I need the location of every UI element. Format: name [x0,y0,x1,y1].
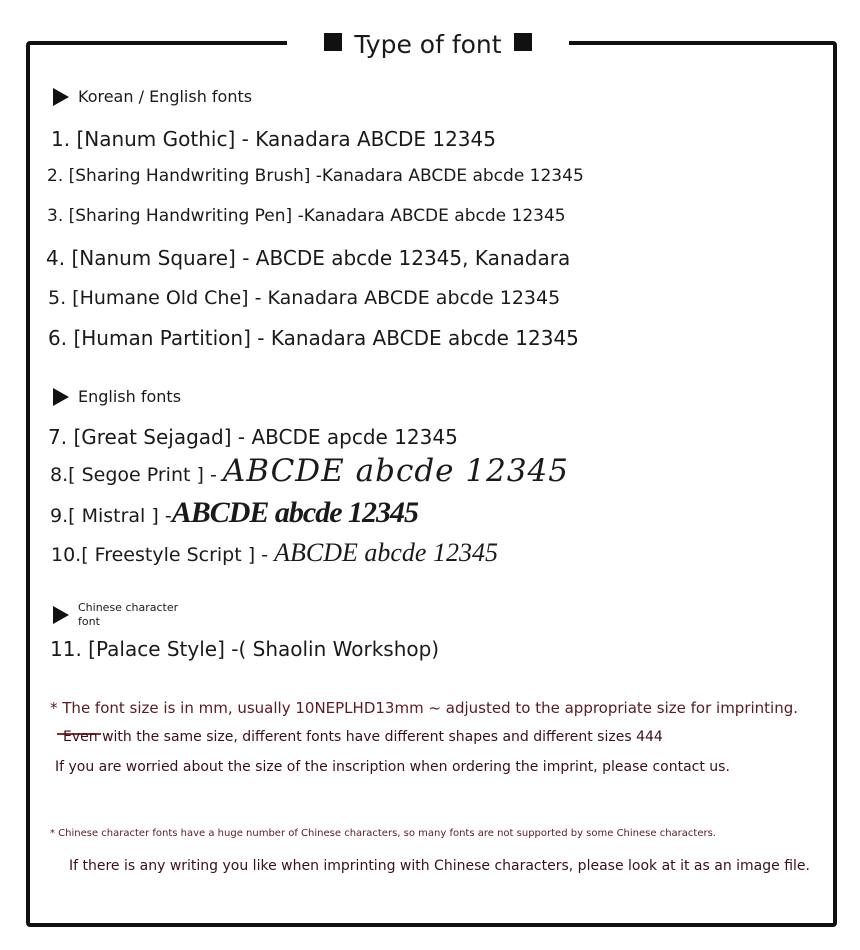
section-label: Korean / English fonts [78,87,253,106]
font-item-sample: Kanadara ABCDE abcde 12345 [321,166,584,186]
font-item-2 [47,166,584,186]
font-item-11 [50,637,439,661]
contact-note: If you are worried about the size of the inscription when ordering the imprint, please contact us. [55,759,730,775]
font-item-label: 6. [Human Partition] - [48,326,271,350]
font-item-5 [48,287,560,309]
font-item-6 [48,326,579,350]
chinese-note: * Chinese character fonts have a huge number of Chinese characters, so many fonts are not supported by some Chinese characters. [50,828,716,839]
font-item-sample: Kanadara ABCDE 12345 [255,127,496,151]
section-chinese [53,601,178,629]
font-item-10 [51,538,498,568]
font-item-label: 9.[ Mistral ] - [50,505,172,527]
font-item-label: 3. [Sharing Handwriting Pen] - [47,206,304,226]
font-item-3 [47,206,566,226]
font-item-label: 8.[ Segoe Print ] - [50,464,223,486]
font-item-8 [50,453,569,489]
font-item-4 [46,246,570,270]
font-item-sample: Kanadara ABCDE abcde 12345 [267,287,561,309]
triangle-bullet-icon [53,388,69,406]
font-item-label: 7. [Great Sejagad] - [48,425,252,449]
font-item-sample: ABCDE abcde 12345 [171,496,419,529]
section-label: English fonts [78,387,182,406]
font-item-label: 1. [Nanum Gothic] - [51,127,256,151]
font-item-label: 2. [Sharing Handwriting Brush] - [47,166,322,186]
title-square-right-icon [514,33,532,51]
font-item-sample: ABCDE abcde 12345, Kanadara [255,246,571,270]
section-label-line-1: Chinese character [78,601,179,614]
font-item-sample: ( Shaolin Workshop) [238,637,440,661]
font-item-1 [51,127,496,151]
font-item-sample: Kanadara ABCDE abcde 12345 [303,206,566,226]
page-title: Type of font [354,29,502,59]
shape-note: Even with the same size, different fonts have different shapes and different sizes 444 [63,729,663,745]
font-item-sample: Kanadara ABCDE abcde 12345 [270,326,579,350]
section-korean-english [53,87,252,106]
font-item-sample: ABCDE apcde 12345 [251,425,458,449]
section-label-line-2: font [78,615,100,628]
section-label [78,601,178,629]
font-item-label: 10.[ Freestyle Script ] - [51,544,275,566]
font-item-7 [48,425,458,449]
font-item-sample: ABCDE abcde 12345 [222,453,569,489]
triangle-bullet-icon [53,88,69,106]
title-square-left-icon [324,33,342,51]
title-bar [287,22,569,62]
size-note: * The font size is in mm, usually 10NEPLHD13mm ~ adjusted to the appropriate size for imprinting. [50,699,799,717]
section-english [53,387,181,406]
font-item-label: 4. [Nanum Square] - [46,246,256,270]
image-note: If there is any writing you like when imprinting with Chinese characters, please look at it as an image file. [69,858,810,874]
font-item-9 [50,496,418,530]
triangle-bullet-icon [53,606,69,624]
font-item-label: 5. [Humane Old Che] - [48,287,268,309]
font-item-sample: ABCDE abcde 12345 [274,538,498,567]
font-item-label: 11. [Palace Style] - [50,637,239,661]
